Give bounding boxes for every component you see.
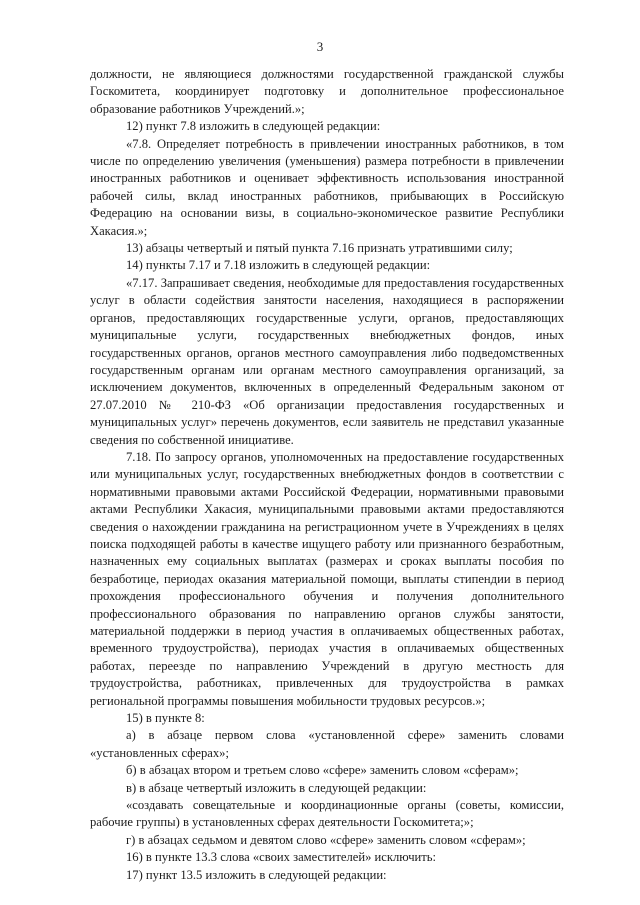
paragraph: а) в абзаце первом слова «установленной сфере» заменить словами «установленных сферах»;	[90, 728, 564, 760]
document-body	[90, 66, 564, 884]
paragraph: 16) в пункте 13.3 слова «своих заместителей» исключить:	[126, 850, 437, 865]
paragraph: 17) пункт 13.5 изложить в следующей редакции:	[126, 867, 387, 882]
paragraph: «7.8. Определяет потребность в привлечении иностранных работников, в том числе по определению увеличения (уменьшения) размера потребности в привлечении иностранных работников и оценивает эффективность использования иностранной рабочей силы, вклад иностранных работников, прибывающих в Российскую Федерацию на основании визы, в социально-экономическое развитие Республики Хакасия.»;	[90, 136, 564, 238]
paragraph: б) в абзацах втором и третьем слово «сфере» заменить словом «сферам»;	[126, 763, 519, 778]
paragraph: «7.17. Запрашивает сведения, необходимые для предоставления государственных услуг в области содействия занятости населения, находящиеся в распоряжении органов, предоставляющих государственные услуги, органов, предоставляющих муниципальные услуги, государственных внебюджетных фондов, иных государственных органов, органов местного самоуправления либо подведомственных государственным органам или органам местного самоуправления организаций, за исключением документов, включенных в определенный Федеральным законом от 27.07.2010 № 210-ФЗ «Об организации предоставления государственных и муниципальных услуг» перечень документов, если заявитель не представил указанные сведения по собственной инициативе.	[90, 275, 564, 447]
paragraph: 15) в пункте 8:	[126, 711, 205, 726]
paragraph: 14) пункты 7.17 и 7.18 изложить в следующей редакции:	[126, 258, 431, 273]
paragraph: в) в абзаце четвертый изложить в следующей редакции:	[126, 780, 427, 795]
paragraph: 12) пункт 7.8 изложить в следующей редакции:	[126, 119, 381, 134]
paragraph: 13) абзацы четвертый и пятый пункта 7.16 признать утратившими силу;	[126, 241, 513, 256]
paragraph: г) в абзацах седьмом и девятом слово «сфере» заменить словом «сферам»;	[126, 832, 526, 847]
page-number: 3	[316, 39, 324, 54]
paragraph: должности, не являющиеся должностями государственной гражданской службы Госкомитета, координирует подготовку и дополнительное профессиональное образование работников Учреждений.»;	[90, 67, 564, 116]
paragraph: 7.18. По запросу органов, уполномоченных на предоставление государственных или муниципальных услуг, государственных внебюджетных фондов в соответствии с нормативными правовыми актами Российской Федерации, нормативными правовыми актами Республики Хакасия, муниципальными правовыми актами предоставляются сведения о нахождении гражданина на регистрационном учете в Учреждениях в целях поиска подходящей работы в качестве ищущего работу или признанного безработным, назначенных ему социальных выплатах (размерах и сроках выплаты пособия по безработице, периодах оказания материальной помощи, выплаты стипендии в период прохождения профессионального обучения и получения дополнительного профессионального образования по направлению органов службы занятости, материальной поддержки в период участия в оплачиваемых общественных работах, временного трудоустройства), периодах участия в оплачиваемых общественных работах, переезде по направлению Учреждений в другую местность для трудоустройства, работниках, привлеченных для трудоустройства в рамках региональной программы повышения мобильности трудовых ресурсов.»;	[90, 449, 564, 708]
paragraph: «создавать совещательные и координационные органы (советы, комиссии, рабочие группы) в установленных сферах деятельности Госкомитета;»;	[90, 798, 564, 830]
